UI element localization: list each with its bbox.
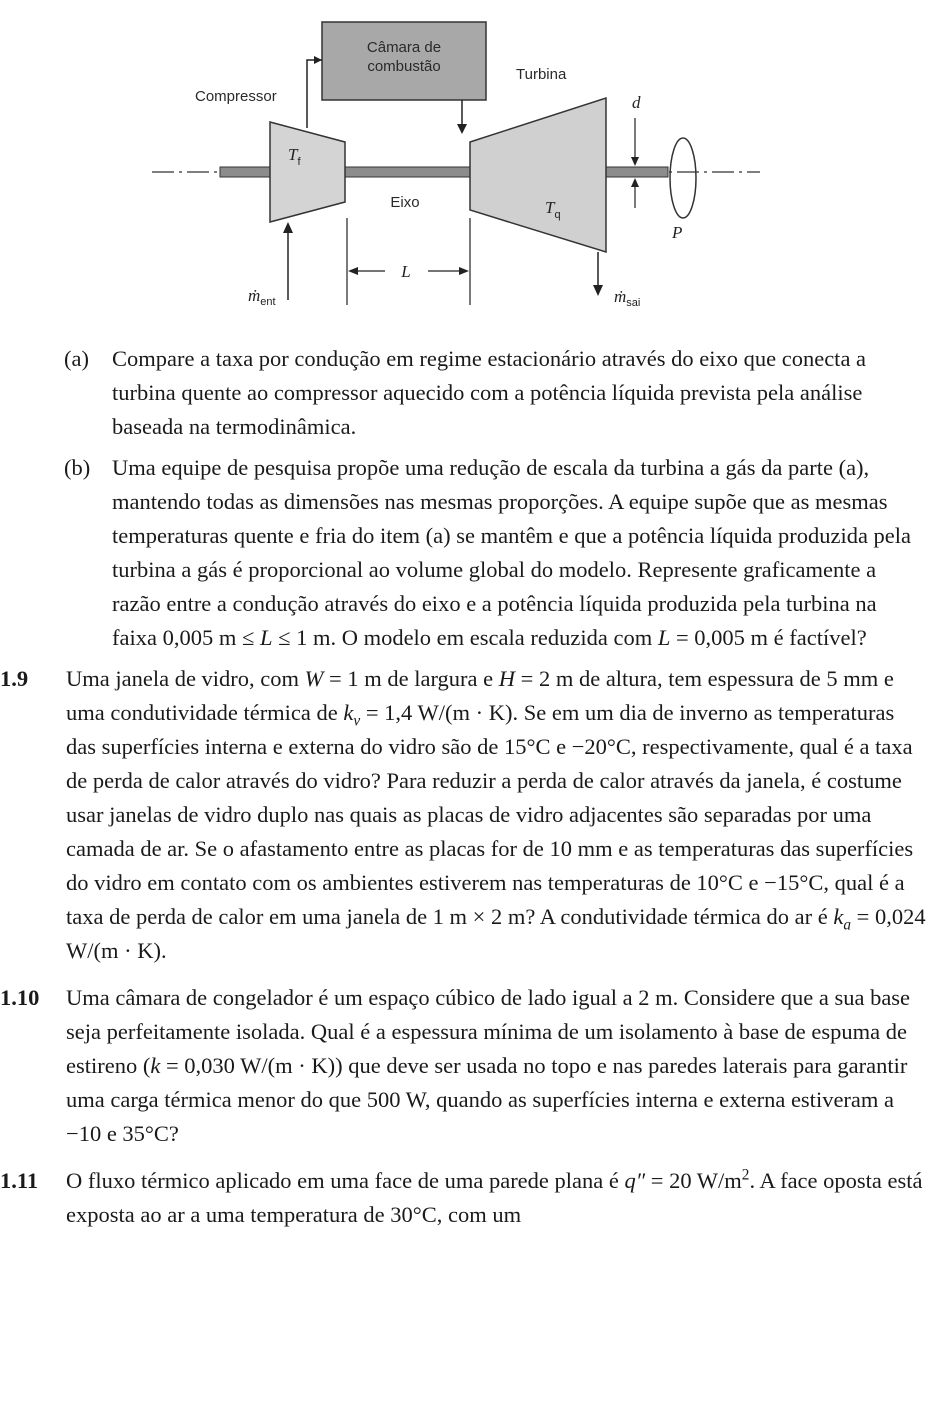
part-b-text-3: = 0,005 m é factível? [670,625,867,650]
problem-text-segment: Uma câmara de congelador é um espaço cúbico de lado igual a 2 m. Considere que a sua base seja perfeitamente isolada. Qual é a espessura mínima de um isolamento à base de espuma de estireno ( [66,985,911,1078]
part-a [0,342,933,444]
problem-text [0,342,933,1245]
part-b-text-2: ≤ 1 m. O modelo em escala reduzida com [272,625,658,650]
turbine [470,98,606,252]
compressor-outlet-line [307,60,322,128]
problem-text-segment: = 0,030 W/(m · K)) que deve ser usada no topo e nas paredes laterais para garantir uma carga térmica menor do que 500 W, quando as superfícies interna e externa estiveram a −10 e 35°C? [66,1053,908,1146]
problem-1-10 [0,981,933,1151]
part-b-var-l: L [657,625,671,650]
pulley [670,138,696,218]
shaft-label: Eixo [390,194,420,211]
problem-number: 1.9 [0,666,29,691]
arrow-head [314,56,322,64]
variable: k [833,904,844,929]
gas-turbine-figure [0,0,933,330]
variable: H [498,666,516,691]
problem-text-segment: O fluxo térmico aplicado em uma face de uma parede plana é [66,1168,625,1193]
arrow-head [283,222,293,233]
arrow-head [457,124,467,134]
part-b-var-l: L [259,625,273,650]
combustion-chamber-label-2: combustão [367,58,441,75]
arrow-head [459,267,469,275]
problem-1-11 [0,1164,933,1232]
problem-text-segment: = 2 m de altura, tem espessura de 5 mm e uma condutividade térmica de [66,666,894,725]
arrow-head [631,157,639,166]
variable: k [150,1053,161,1078]
variable: W [304,666,324,691]
combustion-chamber-label-1: Câmara de [366,39,442,56]
problem-text-segment: = 0,024 W/(m · K). [66,904,926,963]
p-label: P [672,223,683,242]
arrow-head [348,267,358,275]
variable-subscript: a [843,916,852,934]
part-a-label: (a) [64,346,89,371]
compressor [270,122,345,222]
l-label: L [401,262,411,281]
t-q-label: $T_q$ [545,198,561,221]
problem-text-segment: = 1,4 W/(m · K). Se em um dia de inverno as temperaturas das superfícies interna e externa do vidro são de 15°C e −20°C, respectivamente, qual é a taxa de perda de calor através do vidro? Para reduzir a perda de calor através da janela, é costume usar janelas de vidro duplo nas quais as placas de vidro adjacentes são separadas por uma camada de ar. Se o afastamento entre as placas for de 10 mm e as temperaturas das superfícies do vidro em contato com os ambientes estiverem nas temperaturas de 10°C e −15°C, qual é a taxa de perda de calor em uma janela de 1 m × 2 m? A condutividade térmica do ar é [66,700,914,929]
part-b-label: (b) [64,455,91,480]
variable: q″ [624,1168,646,1193]
variable-subscript: v [353,712,361,730]
problem-number: 1.10 [0,985,40,1010]
arrow-head [593,285,603,296]
problem-1-9 [0,662,933,968]
compressor-label: Compressor [195,88,277,105]
turbine-label: Turbina [516,66,567,83]
problem-text-segment: = 20 W/m [645,1168,742,1193]
problem-text-segment: Uma janela de vidro, com [66,666,305,691]
m-in-label: ṁ$_{ent}$ [248,286,276,308]
gas-turbine-diagram [0,0,933,330]
superscript: 2 [741,1166,750,1184]
problem-text-segment: . A face oposta está exposta ao ar a uma temperatura de 30°C, com um [66,1168,923,1227]
part-b [0,451,933,655]
problem-number: 1.11 [0,1168,39,1193]
arrow-head [631,178,639,187]
variable: k [343,700,354,725]
d-label: d [632,93,641,112]
part-b-text-1: Uma equipe de pesquisa propõe uma redução de escala da turbina a gás da parte (a), mantendo todas as dimensões nas mesmas proporções. A equipe supõe que as mesmas temperaturas quente e fria do item (a) se mantêm e que a potência líquida produzida pela turbina a gás é proporcional ao volume global do modelo. Represente graficamente a razão entre a condução através do eixo e a potência líquida produzida pela turbina na faixa 0,005 m ≤ [112,455,912,650]
part-a-text: Compare a taxa por condução em regime estacionário através do eixo que conecta a turbina quente ao compressor aquecido com a potência líquida prevista pela análise baseada na termodinâmica. [112,346,867,439]
t-f-label: $T_f$ [288,145,301,168]
problem-text-segment: = 1 m de largura e [323,666,499,691]
m-out-label: ṁ$_{sai}$ [614,287,641,309]
